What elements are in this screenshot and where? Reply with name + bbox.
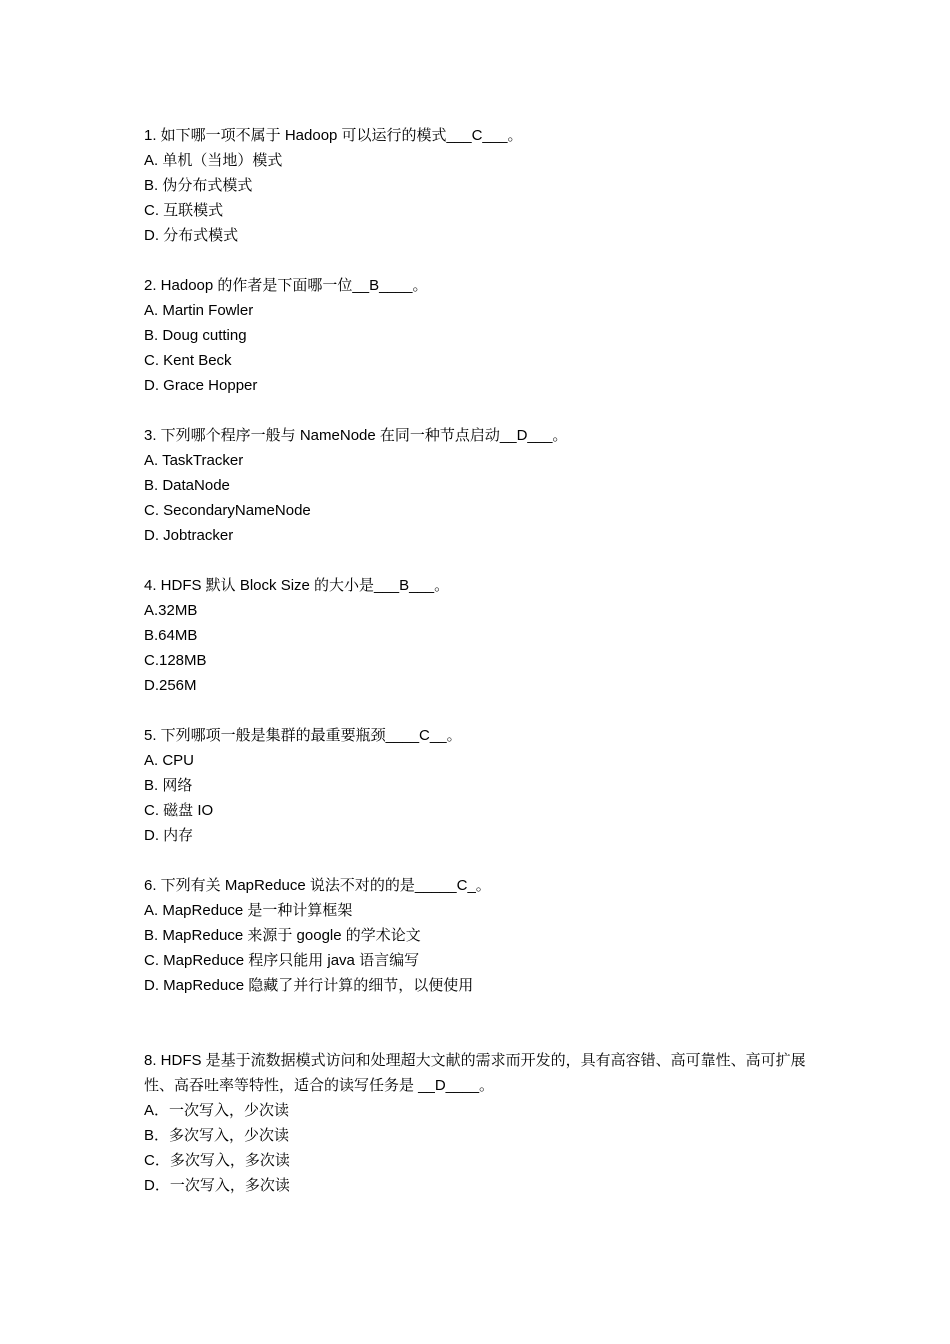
- option-a: A.32MB: [144, 602, 198, 619]
- option-c: C. Kent Beck: [144, 352, 232, 369]
- question-stem: 3. 下列哪个程序一般与 NameNode 在同一种节点启动__D___。: [144, 427, 568, 444]
- option-d: D.256M: [144, 677, 197, 694]
- option-d: D. MapReduce 隐藏了并行计算的细节，以便使用: [144, 977, 474, 994]
- question-stem: 4. HDFS 默认 Block Size 的大小是___B___。: [144, 577, 450, 594]
- option-d: D. Grace Hopper: [144, 377, 258, 394]
- option-b: B. 伪分布式模式: [144, 177, 253, 194]
- option-d: D. 分布式模式: [144, 227, 239, 244]
- option-c: C. 磁盘 IO: [144, 802, 214, 819]
- question-stem: 2. Hadoop 的作者是下面哪一位__B____。: [144, 277, 428, 294]
- question-stem: 8. HDFS 是基于流数据模式访问和处理超大文献的需求而开发的，具有高容错、高可靠性、高可扩展性、高吞吐率等特性，适合的读写任务是 __D____。: [144, 1052, 806, 1094]
- option-a: A．一次写入，少次读: [144, 1102, 290, 1119]
- option-a: A. 单机（当地）模式: [144, 152, 283, 169]
- option-d: D. 内存: [144, 827, 194, 844]
- question-8: [144, 1048, 814, 1198]
- option-b: B.64MB: [144, 627, 198, 644]
- question-3: [144, 423, 814, 548]
- option-b: B. DataNode: [144, 477, 230, 494]
- option-d: D. Jobtracker: [144, 527, 234, 544]
- option-b: B. 网络: [144, 777, 193, 794]
- question-2: [144, 273, 814, 398]
- option-a: A. Martin Fowler: [144, 302, 254, 319]
- option-d: D．一次写入，多次读: [144, 1177, 290, 1194]
- option-a: A. TaskTracker: [144, 452, 244, 469]
- option-b: B. MapReduce 来源于 google 的学术论文: [144, 927, 421, 944]
- option-b: B．多次写入，少次读: [144, 1127, 290, 1144]
- option-b: B. Doug cutting: [144, 327, 247, 344]
- question-stem: 6. 下列有关 MapReduce 说法不对的的是_____C_。: [144, 877, 491, 894]
- question-stem: 1. 如下哪一项不属于 Hadoop 可以运行的模式___C___。: [144, 127, 523, 144]
- option-a: A. CPU: [144, 752, 195, 769]
- option-c: C. MapReduce 程序只能用 java 语言编写: [144, 952, 420, 969]
- question-4: [144, 573, 814, 698]
- option-c: C. SecondaryNameNode: [144, 502, 311, 519]
- option-a: A. MapReduce 是一种计算框架: [144, 902, 353, 919]
- question-5: [144, 723, 814, 848]
- option-c: C. 互联模式: [144, 202, 224, 219]
- option-c: C.128MB: [144, 652, 207, 669]
- option-c: C．多次写入，多次读: [144, 1152, 290, 1169]
- question-1: [144, 123, 814, 248]
- question-list: [144, 123, 814, 1223]
- question-6: [144, 873, 814, 998]
- question-stem: 5. 下列哪项一般是集群的最重要瓶颈____C__。: [144, 727, 462, 744]
